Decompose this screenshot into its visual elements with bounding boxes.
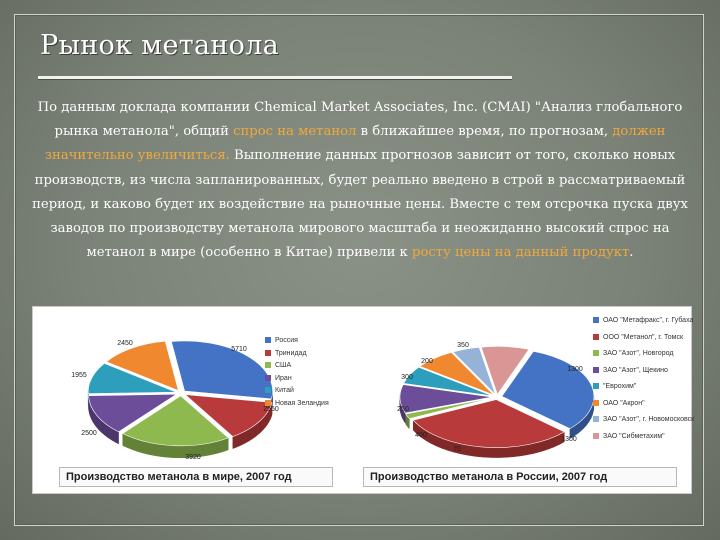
legend-swatch: [265, 362, 271, 368]
pie-slice-side: [104, 423, 106, 436]
pie-slice-side: [211, 442, 215, 455]
legend-swatch: [593, 350, 599, 356]
legend-label: Новая Зеландия: [275, 399, 329, 407]
russia-methanol-chart: [357, 307, 695, 493]
pie-slice-side: [249, 427, 251, 440]
pie-slice-side: [130, 437, 134, 450]
legend-swatch: [593, 400, 599, 406]
legend-swatch: [593, 383, 599, 389]
pie-slice-side: [106, 424, 108, 437]
pie-slice-side: [233, 436, 236, 449]
pie-data-label: 400: [415, 432, 427, 439]
legend-item: [265, 362, 291, 369]
legend-swatch: [265, 337, 271, 343]
pie-slice-side: [174, 446, 179, 458]
pie-slice-side: [114, 430, 116, 443]
pie-slice-side: [116, 431, 118, 444]
pie-slice-side: [498, 447, 505, 457]
pie-slice-side: [220, 439, 224, 452]
legend-label: США: [275, 362, 292, 369]
legend-item: [593, 416, 694, 423]
pie-slice-side: [170, 445, 175, 457]
pie-slice-side: [527, 443, 534, 454]
pie-slice-side: [520, 445, 527, 456]
pie-data-label: 1955: [71, 372, 87, 379]
pie-slice-side: [468, 445, 475, 456]
pie-slice-side: [156, 444, 161, 457]
legend-label: Иран: [275, 374, 292, 382]
pie-slice-side: [243, 431, 245, 444]
pie-slice-side: [202, 444, 207, 457]
world-methanol-chart: [33, 307, 351, 493]
pie-data-label: 250: [397, 406, 409, 413]
pie-slice-side: [165, 445, 170, 457]
legend-item: [265, 337, 298, 344]
pie-data-label: 200: [421, 358, 433, 365]
russia-chart-caption: Производство метанола в России, 2007 год: [363, 467, 677, 487]
pie-data-label: 3920: [185, 454, 201, 461]
legend-item: [265, 387, 294, 394]
pie-slice-side: [483, 447, 490, 457]
legend-swatch: [593, 317, 599, 323]
pie-data-label: 70: [453, 446, 461, 453]
highlighted-phrase: должен значительно увеличиться.: [44, 124, 666, 164]
pie-data-label: 2550: [263, 406, 279, 413]
legend-swatch: [265, 375, 271, 381]
legend-label: ОАО "Акрон": [603, 399, 645, 407]
pie-data-label: 2500: [81, 430, 97, 437]
pie-slice-side: [253, 425, 255, 438]
legend-swatch: [265, 387, 271, 393]
pie-slice-side: [134, 438, 138, 451]
pie-slice-side: [160, 444, 165, 457]
pie-data-label: 5710: [231, 346, 247, 353]
pie-slice-side: [112, 428, 114, 441]
legend-item: [593, 367, 668, 374]
legend-label: ООО "Метанол", г. Томск: [603, 333, 684, 341]
pie-slice-side: [251, 426, 253, 439]
pie-slice-side: [505, 447, 512, 458]
pie-slice-side: [247, 429, 249, 442]
pie-slice-side: [257, 422, 259, 435]
pie-slice-side: [147, 442, 151, 455]
legend-label: "Еврохим": [603, 383, 637, 390]
pie-slice-side: [245, 430, 247, 443]
pie-slice-side: [123, 433, 127, 447]
body-paragraph: [32, 96, 688, 265]
pie-slice-side: [240, 432, 242, 445]
paragraph-text: Выполнение данных прогнозов зависит от того, сколько новых производств, из числа запланированных, будет реально введено в строй в рассматриваемый период, и каково будет их воздействие на рыночные цены. Вместе с тем отсрочка пуска двух заводов по производству метанола мирового масштаба и неожиданно высокий спрос на метанол в мире (особенно в Китае) привели к: [32, 148, 688, 261]
pie-slice-side: [461, 444, 468, 455]
pie-data-label: 1300: [561, 436, 577, 443]
pie-slice-side: [142, 441, 146, 454]
pie-slice-side: [238, 434, 240, 447]
pie-slice-side: [108, 426, 110, 439]
legend-item: [265, 375, 292, 382]
legend-label: ОАО "Метафракс", г. Губаха: [603, 317, 694, 324]
legend-item: [593, 334, 683, 341]
pie-slice-side: [207, 443, 211, 456]
pie-slice-side: [475, 446, 482, 457]
pie-data-label: 350: [457, 342, 469, 349]
legend-item: [593, 383, 636, 390]
slide-title: Рынок метанола: [40, 30, 280, 61]
legend-label: ЗАО "Азот", г. Новомосковск: [603, 416, 695, 423]
highlighted-phrase: спрос на метанол: [233, 124, 357, 140]
paragraph-text: .: [629, 245, 634, 261]
legend-label: ЗАО "Азот", Щекино: [603, 366, 668, 374]
paragraph-text: в ближайшее время, по прогнозам,: [356, 124, 613, 140]
pie-data-label: 300: [401, 374, 413, 381]
legend-item: [593, 350, 673, 357]
pie-data-label: 1300: [567, 366, 583, 373]
world-chart-caption: Производство метанола в мире, 2007 год: [59, 467, 333, 487]
pie-slice-side: [138, 440, 142, 453]
charts-image: [32, 306, 695, 494]
legend-item: [593, 433, 665, 440]
legend-item: [593, 317, 693, 324]
legend-swatch: [265, 400, 271, 406]
pie-slice-side: [490, 447, 498, 457]
pie-data-label: 2450: [117, 340, 133, 347]
pie-slice-side: [126, 435, 130, 449]
legend-item: [593, 400, 645, 407]
legend-label: Тринидад: [275, 349, 307, 357]
pie-slice-side: [151, 443, 155, 456]
legend-item: [265, 350, 307, 357]
highlighted-phrase: росту цены на данный продукт: [412, 245, 630, 261]
legend-item: [265, 400, 329, 407]
pie-slice-side: [513, 446, 520, 457]
legend-swatch: [593, 367, 599, 373]
legend-label: ЗАО "Сибметахим": [603, 432, 665, 440]
legend-swatch: [593, 416, 599, 422]
pie-slice-side: [103, 422, 105, 435]
pie-slice-side: [224, 438, 228, 451]
pie-slice-0: [171, 341, 272, 399]
paragraph-text: По данным доклада компании Chemical Market Associates, Inc. (CMAI) "Анализ глобального рынка метанола", общий: [37, 100, 683, 140]
pie-slice-side: [179, 446, 184, 458]
pie-slice-side: [255, 423, 257, 436]
legend-swatch: [593, 433, 599, 439]
legend-label: ЗАО "Азот", Новгород: [603, 350, 674, 357]
legend-label: Китай: [275, 387, 294, 394]
title-underline: [38, 76, 512, 80]
legend-swatch: [265, 350, 271, 356]
pie-slice-side: [110, 427, 112, 440]
legend-swatch: [593, 334, 599, 340]
pie-slice-side: [235, 435, 237, 448]
pie-slice-side: [216, 441, 220, 454]
legend-label: Россия: [275, 337, 298, 344]
